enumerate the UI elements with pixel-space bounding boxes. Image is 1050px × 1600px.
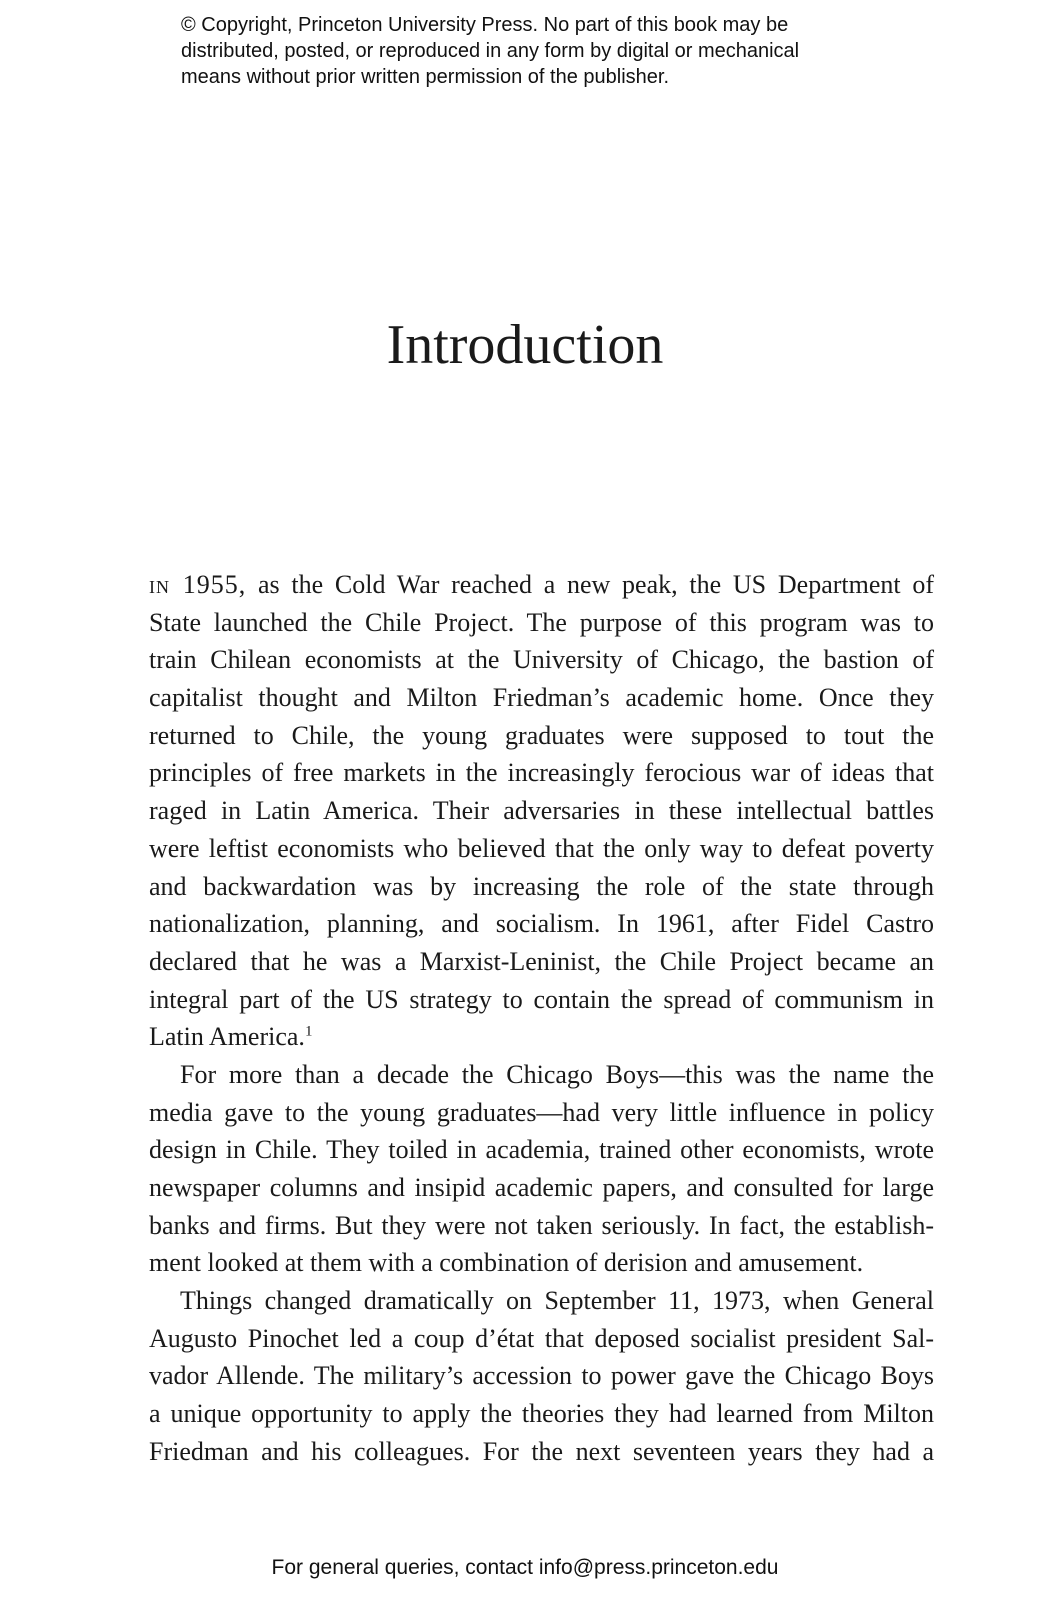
text-line: nationalization, planning, and socialism. In 1961, after Fidel Castro — [149, 909, 934, 939]
text-line: principles of free markets in the increasingly ferocious war of ideas that — [149, 758, 934, 788]
text-line — [149, 566, 934, 604]
body-text — [149, 566, 934, 1471]
text-line: Augusto Pinochet led a coup d’état that deposed socialist president Sal- — [149, 1323, 934, 1353]
footer-contact: For general queries, contact info@press.princeton.edu — [271, 1556, 779, 1579]
text-line-content: Latin America. — [149, 1022, 305, 1052]
text-line — [149, 1018, 934, 1056]
text-line: design in Chile. They toiled in academia, trained other economists, wrote — [149, 1135, 934, 1165]
footnote-marker[interactable]: 1 — [304, 1023, 313, 1040]
copyright-line: distributed, posted, or reproduced in any form by digital or mechanical — [181, 40, 800, 62]
copyright-line: © Copyright, Princeton University Press. No part of this book may be — [181, 14, 789, 36]
text-line: raged in Latin America. Their adversaries in these intellectual battles — [149, 796, 934, 826]
chapter-title: Introduction — [386, 314, 664, 376]
text-line: a unique opportunity to apply the theories they had learned from Milton — [149, 1399, 934, 1429]
text-line: train Chilean economists at the University of Chicago, the bastion of — [149, 645, 934, 675]
text-line: capitalist thought and Milton Friedman’s academic home. Once they — [149, 683, 934, 713]
text-line: ment looked at them with a combination of derision and amusement. — [149, 1248, 864, 1278]
text-line: Friedman and his colleagues. For the next seventeen years they had a — [149, 1436, 934, 1466]
text-line: State launched the Chile Project. The purpose of this program was to — [149, 607, 934, 637]
text-line-rest: as the Cold War reached a new peak, the US Department of — [246, 570, 935, 599]
text-line: media gave to the young graduates—had very little influence in policy — [149, 1097, 934, 1127]
text-line: were leftist economists who believed that the only way to defeat poverty — [149, 833, 934, 863]
text-line: and backwardation was by increasing the role of the state through — [149, 871, 934, 901]
text-line: vador Allende. The military’s accession to power gave the Chicago Boys — [149, 1361, 934, 1391]
copyright-notice — [181, 12, 901, 90]
text-line: integral part of the US strategy to contain the spread of communism in — [149, 984, 934, 1014]
text-line: Things changed dramatically on September 11, 1973, when General — [180, 1286, 934, 1316]
copyright-line: means without prior written permission of the publisher. — [181, 66, 670, 88]
lead-in: in 1955, — [149, 570, 247, 599]
text-line: declared that he was a Marxist-Leninist, the Chile Project became an — [149, 946, 934, 976]
text-line: For more than a decade the Chicago Boys—this was the name the — [180, 1059, 934, 1089]
text-line: newspaper columns and insipid academic papers, and consulted for large — [149, 1173, 934, 1202]
text-line: banks and firms. But they were not taken seriously. In fact, the establish- — [149, 1210, 934, 1240]
text-line: returned to Chile, the young graduates were supposed to tout the — [149, 720, 934, 750]
